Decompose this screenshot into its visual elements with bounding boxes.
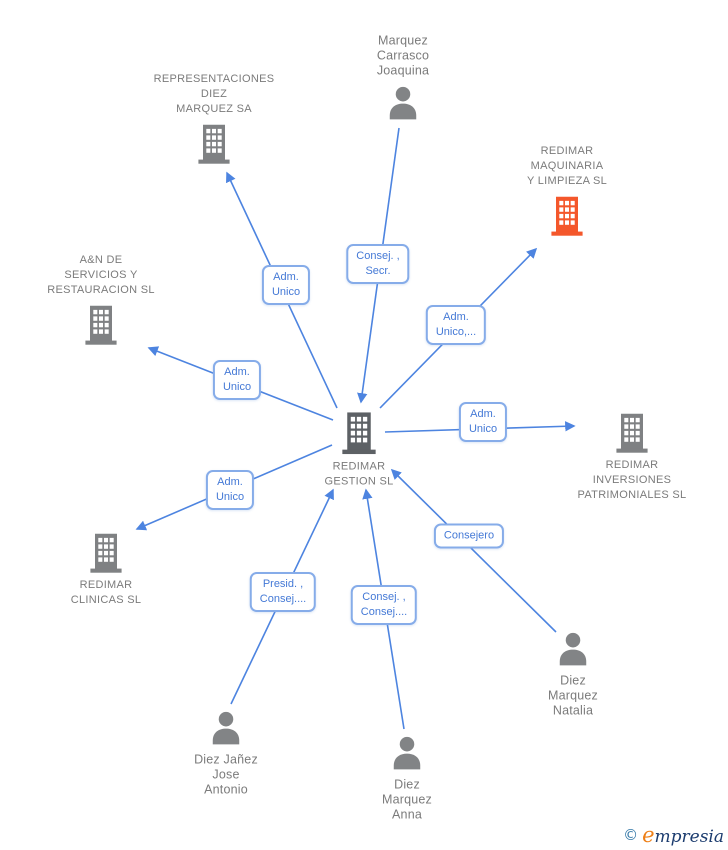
node-diez-marquez-natalia[interactable] xyxy=(547,630,599,718)
relationship-label xyxy=(426,305,486,345)
relationship-label-line: Unico xyxy=(215,491,245,503)
brand-footer[interactable] xyxy=(623,825,724,846)
node-label-line: Marquez xyxy=(547,688,599,703)
node-label-line: GESTION SL xyxy=(324,475,394,488)
node-redimar-inversiones-patrimoniales-sl[interactable] xyxy=(577,411,687,501)
node-label-line: Marquez xyxy=(381,792,433,807)
relationship-label-line: Adm. xyxy=(217,476,243,488)
relationship-label-line: Adm. xyxy=(224,366,250,378)
node-label-line: Marquez xyxy=(377,33,429,48)
node-label-line: Jose xyxy=(212,767,240,782)
node-label-line: INVERSIONES xyxy=(592,474,672,486)
node-label-line: Y LIMPIEZA SL xyxy=(526,175,608,187)
relationship-label-line: Consej. , xyxy=(356,250,400,262)
relationship-label-line: Consej. , xyxy=(362,591,406,603)
node-label-line: Diez xyxy=(560,673,586,688)
person-icon xyxy=(206,709,247,750)
relationship-label-line: Consejero xyxy=(443,529,495,542)
relationship-label-line: Unico xyxy=(468,423,498,435)
person-icon xyxy=(387,734,428,775)
relationship-label-line: Secr. xyxy=(365,265,391,277)
relationship-label-line: Unico xyxy=(222,381,252,393)
node-redimar-gestion-sl[interactable] xyxy=(324,410,394,488)
building-icon xyxy=(79,303,123,347)
node-label xyxy=(472,144,662,189)
node-marquez-carrasco-joaquina[interactable] xyxy=(376,33,430,125)
node-label-line: DIEZ xyxy=(200,88,228,100)
relationship-label-line: Unico,... xyxy=(435,326,477,338)
node-label-line: SERVICIOS Y xyxy=(64,269,138,281)
node-label-line: REDIMAR xyxy=(540,145,594,157)
relationship-label xyxy=(351,585,417,625)
relationship-label xyxy=(434,524,504,549)
node-label-line: CLINICAS SL xyxy=(70,594,142,606)
node-redimar-maquinaria-y-limpieza-sl[interactable] xyxy=(526,145,608,238)
node-label-line: REDIMAR xyxy=(605,459,659,471)
relationship-label-line: Adm. xyxy=(470,408,496,420)
relationship-label-line: Unico xyxy=(271,286,301,298)
building-icon xyxy=(84,531,128,575)
person-icon xyxy=(383,84,424,125)
node-label-line: REDIMAR xyxy=(332,460,386,473)
node-label xyxy=(308,34,498,79)
node-label-line: Joaquina xyxy=(376,63,430,78)
relationship-label-line: Consej.... xyxy=(360,606,408,618)
building-icon xyxy=(192,122,236,166)
node-diez-marquez-anna[interactable] xyxy=(381,734,433,822)
relationship-label xyxy=(346,244,409,284)
node-label-line: PATRIMONIALES SL xyxy=(577,489,687,501)
relationship-label xyxy=(262,265,310,305)
node-label-line: REPRESENTACIONES xyxy=(153,73,275,85)
node-label xyxy=(312,778,502,823)
node-label-line: Natalia xyxy=(552,703,594,718)
relationship-label-line: Presid. , xyxy=(262,578,304,590)
node-label-line: REDIMAR xyxy=(79,579,133,591)
node-representaciones-diez-marquez-sa[interactable] xyxy=(153,73,275,166)
logo-letter-e: e xyxy=(642,823,655,847)
node-label-line: Diez Jañez xyxy=(194,752,258,767)
relationship-label xyxy=(459,402,507,442)
node-label-line: Carrasco xyxy=(376,48,430,63)
node-label-line: MAQUINARIA xyxy=(530,160,604,172)
relationship-label xyxy=(213,360,261,400)
node-label-line: A&N DE xyxy=(79,254,123,266)
node-label xyxy=(11,578,201,608)
node-label xyxy=(6,253,196,298)
node-diez-janez-jose-antonio[interactable] xyxy=(194,709,258,797)
node-label xyxy=(478,674,668,719)
node-label-line: Anna xyxy=(392,807,422,822)
relationship-label-line: Adm. xyxy=(273,271,299,283)
logo-text: mpresia xyxy=(654,827,724,847)
node-label-line: Diez xyxy=(394,777,420,792)
node-label-line: Antonio xyxy=(204,782,248,797)
building-icon xyxy=(545,194,589,238)
node-a-n-de-servicios-y-restauracion-sl[interactable] xyxy=(47,254,155,347)
empresia-logo xyxy=(642,825,724,846)
relationship-label-line: Adm. xyxy=(443,311,469,323)
relationship-label xyxy=(250,572,316,612)
relationship-label xyxy=(206,470,254,510)
node-label-line: MARQUEZ SA xyxy=(176,103,252,115)
building-icon xyxy=(336,410,383,457)
node-label xyxy=(537,458,727,503)
node-label-line: RESTAURACION SL xyxy=(47,284,155,296)
copyright-icon: © xyxy=(623,826,639,844)
relationship-label-line: Consej.... xyxy=(259,593,307,605)
node-label xyxy=(119,72,309,117)
building-icon xyxy=(610,411,654,455)
node-label xyxy=(264,460,454,490)
node-label xyxy=(131,753,321,798)
node-redimar-clinicas-sl[interactable] xyxy=(70,531,142,606)
person-icon xyxy=(553,630,594,671)
